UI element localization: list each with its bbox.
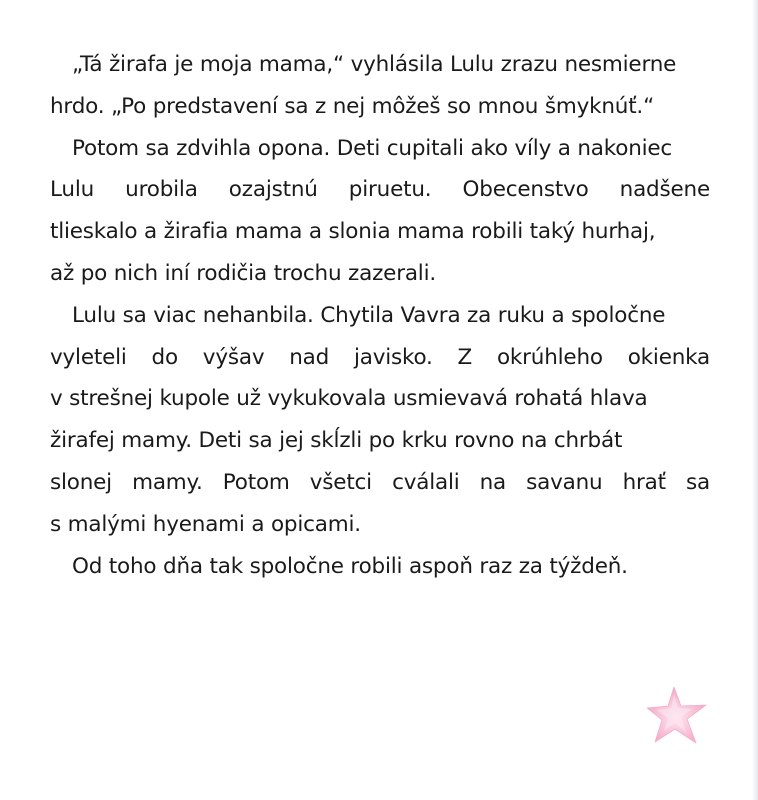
text-line: hrdo. „Po predstavení sa z nej môžeš so mnou šmyknúť.“ xyxy=(50,93,655,119)
text-line: až po nich iní rodičia trochu zazerali. xyxy=(50,260,436,286)
text-line: Potom sa zdvihla opona. Deti cupitali ako víly a nakoniec xyxy=(72,135,673,161)
star-icon xyxy=(644,684,710,748)
text-line: Lulu urobila ozajstnú piruetu. Obecenstvo nadšene xyxy=(50,177,710,203)
text-line: Od toho dňa tak spoločne robili aspoň raz za týždeň. xyxy=(72,553,628,579)
text-line: žirafej mamy. Deti sa jej skĺzli po krku rovno na chrbát xyxy=(50,428,623,454)
page-edge xyxy=(752,0,758,800)
text-line: s malými hyenami a opicami. xyxy=(50,511,361,537)
paragraph-1 xyxy=(50,44,710,128)
text-line: v strešnej kupole už vykukovala usmievavá rohatá hlava xyxy=(50,386,648,412)
text-line: „Tá žirafa je moja mama,“ vyhlásila Lulu zrazu nesmierne xyxy=(72,52,677,77)
paragraph-2 xyxy=(50,128,710,295)
text-line: Lulu sa viac nehanbila. Chytila Vavra za ruku a spoločne xyxy=(72,302,666,328)
story-text xyxy=(50,44,710,587)
paragraph-3 xyxy=(50,295,710,546)
text-line: tlieskalo a žirafia mama a slonia mama robili taký hurhaj, xyxy=(50,219,656,245)
text-line: slonej mamy. Potom všetci cválali na savanu hrať sa xyxy=(50,469,710,495)
paragraph-4 xyxy=(50,546,710,588)
text-line: vyleteli do výšav nad javisko. Z okrúhleho okienka xyxy=(50,344,710,370)
